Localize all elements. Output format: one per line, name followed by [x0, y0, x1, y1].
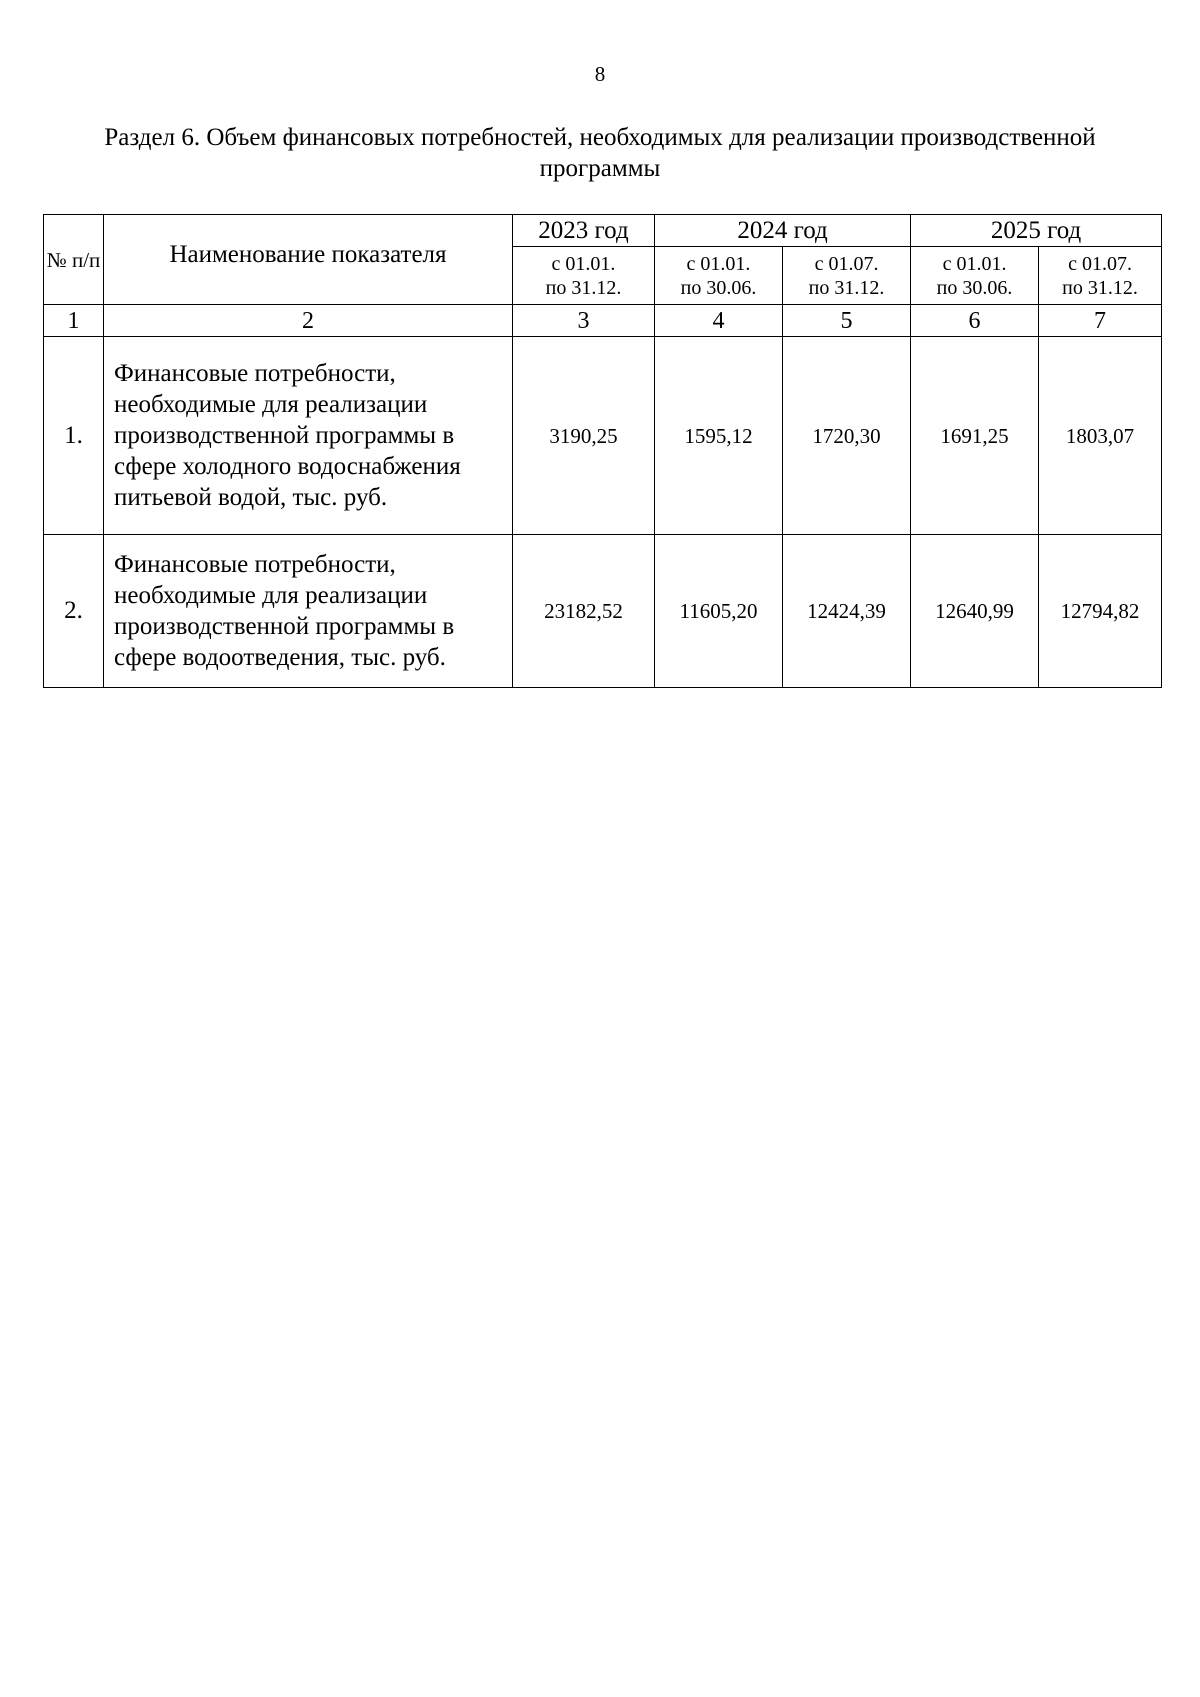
period-from: с 01.01.	[686, 252, 751, 275]
period-from: с 01.07.	[814, 252, 879, 275]
column-number: 7	[1039, 305, 1162, 337]
column-number: 4	[655, 305, 783, 337]
header-name: Наименование показателя	[104, 215, 513, 305]
row-name: Финансовые потребности, необходимые для реализации производственной программы в сфере холодного водоснабжения питьевой водой, тыс. руб.	[104, 337, 513, 535]
column-number: 6	[911, 305, 1039, 337]
header-year-2023: 2023 год	[513, 215, 655, 247]
table-row	[44, 535, 1162, 688]
row-value: 1595,12	[655, 337, 783, 535]
column-number: 2	[104, 305, 513, 337]
row-value: 11605,20	[655, 535, 783, 688]
header-year-2024: 2024 год	[655, 215, 911, 247]
financial-needs-table	[43, 214, 1162, 688]
column-number: 5	[783, 305, 911, 337]
period-to: по 30.06.	[936, 276, 1013, 299]
period-to: по 30.06.	[680, 276, 757, 299]
row-value: 23182,52	[513, 535, 655, 688]
period-to: по 31.12.	[545, 276, 622, 299]
header-period-3	[783, 247, 911, 305]
header-row-years	[44, 215, 1162, 247]
header-period-4	[911, 247, 1039, 305]
row-value: 3190,25	[513, 337, 655, 535]
row-value: 12794,82	[1039, 535, 1162, 688]
column-number: 3	[513, 305, 655, 337]
period-from: с 01.07.	[1068, 252, 1132, 275]
page-number: 8	[594, 62, 606, 86]
column-number: 1	[44, 305, 104, 337]
row-value: 12640,99	[911, 535, 1039, 688]
row-value: 1803,07	[1039, 337, 1162, 535]
header-period-1	[513, 247, 655, 305]
period-to: по 31.12.	[808, 276, 885, 299]
row-number: 1.	[44, 337, 104, 535]
period-from: с 01.01.	[942, 252, 1007, 275]
header-num: № п/п	[44, 215, 104, 305]
period-from: с 01.01.	[551, 252, 616, 275]
period-to: по 31.12.	[1062, 276, 1138, 299]
row-value: 1691,25	[911, 337, 1039, 535]
table-row	[44, 337, 1162, 535]
header-year-2025: 2025 год	[911, 215, 1162, 247]
column-number-row	[44, 305, 1162, 337]
row-name: Финансовые потребности, необходимые для реализации производственной программы в сфере водоотведения, тыс. руб.	[104, 535, 513, 688]
header-period-5	[1039, 247, 1162, 305]
row-value: 12424,39	[783, 535, 911, 688]
header-period-2	[655, 247, 783, 305]
row-value: 1720,30	[783, 337, 911, 535]
row-number: 2.	[44, 535, 104, 688]
section-title: Раздел 6. Объем финансовых потребностей, необходимых для реализации производственной программы	[104, 124, 1096, 182]
